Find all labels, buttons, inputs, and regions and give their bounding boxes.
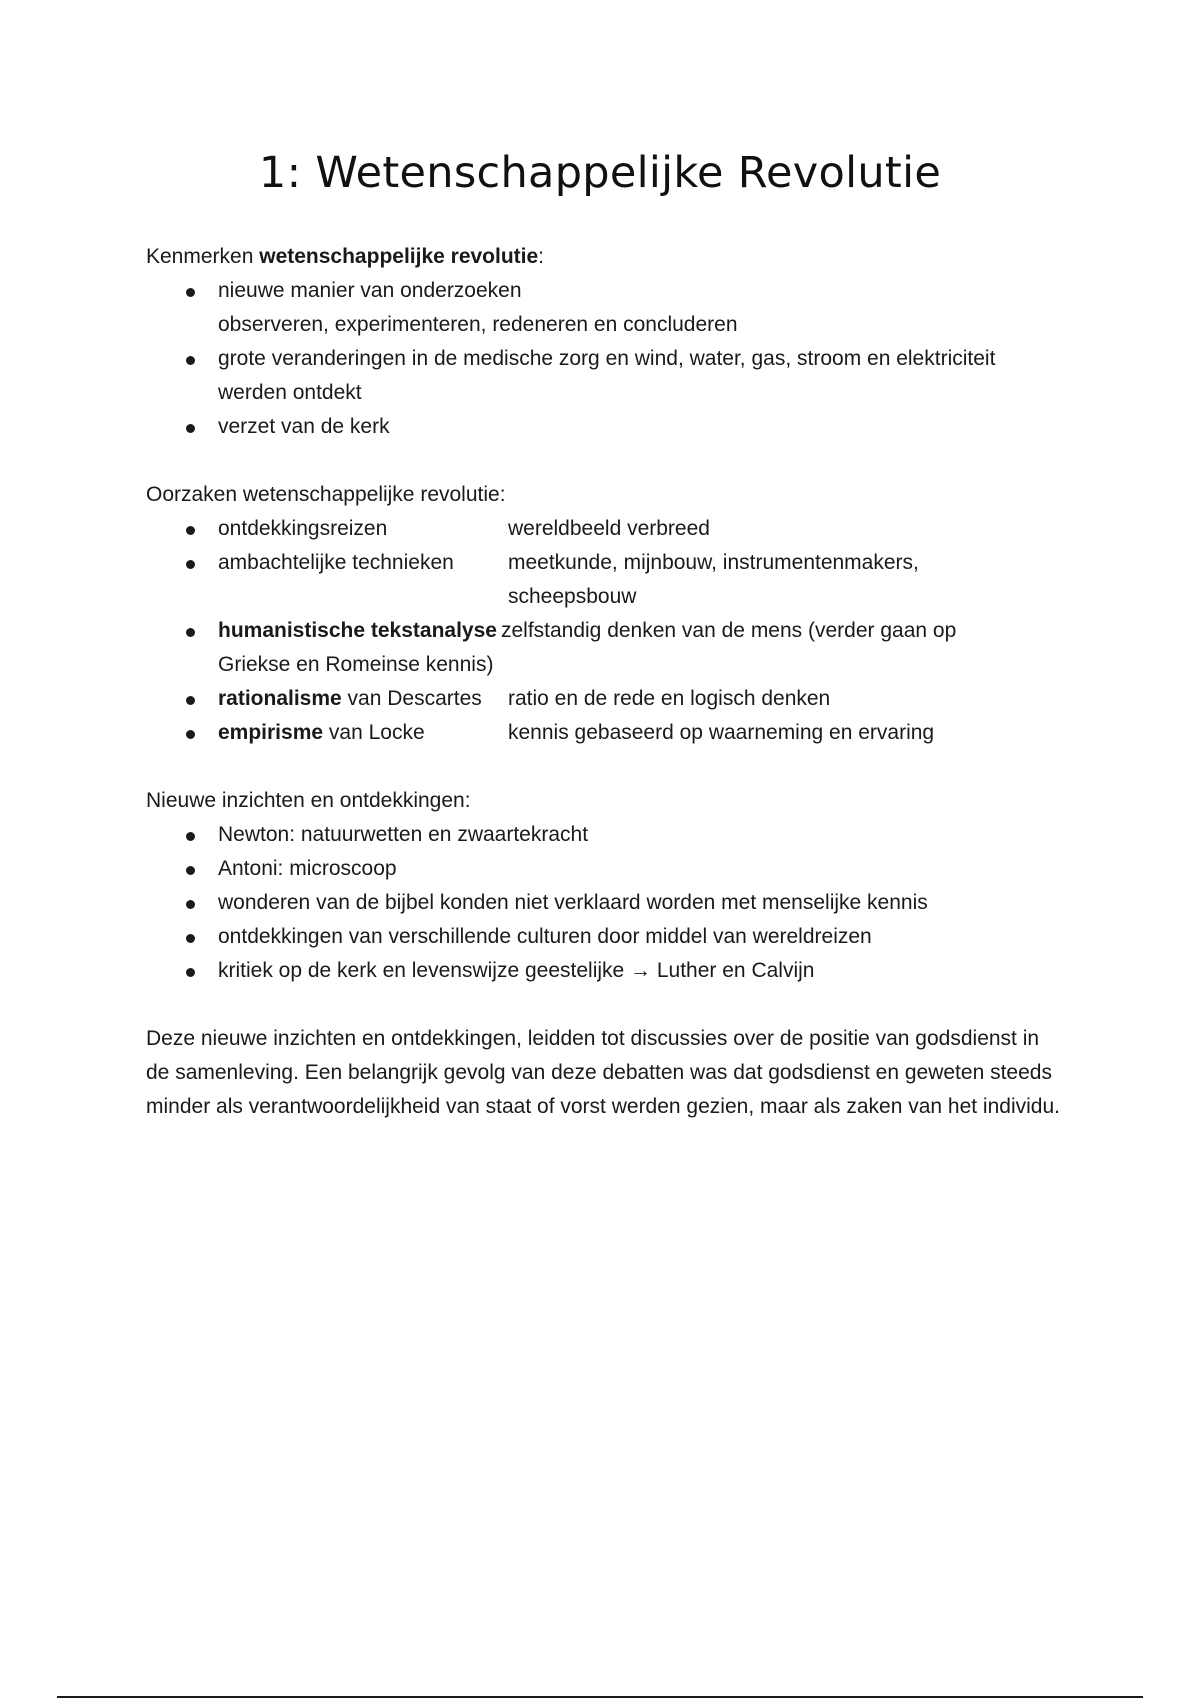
cause-term-rest: van Descartes (341, 687, 482, 710)
cause-description-line1: meetkunde, mijnbouw, instrumentenmakers, (508, 551, 919, 574)
cause-description: zelfstandig denken van de mens (verder gaan op (500, 619, 957, 642)
cause-term-rest: van Locke (323, 721, 425, 744)
list-item-text: kritiek op de kerk en levenswijze geestelijke → Luther en Calvijn (218, 959, 815, 982)
bullet-icon (186, 696, 195, 705)
bullet-icon (186, 866, 195, 875)
bullet-icon (186, 968, 195, 977)
inzichten-heading: Nieuwe inzichten en ontdekkingen: (146, 789, 471, 812)
list-item (146, 818, 1066, 852)
cause-term (218, 682, 508, 716)
cause-term: humanistische tekstanalyse (218, 619, 497, 642)
list-item (146, 954, 1066, 988)
list-item-text-continued: observeren, experimenteren, redeneren en concluderen (218, 313, 738, 336)
cause-term (218, 716, 508, 750)
cause-description (508, 546, 1066, 614)
list-item-text-continued: Griekse en Romeinse kennis) (218, 653, 494, 676)
oorzaken-list (146, 512, 1066, 750)
cause-term-bold: empirisme (218, 721, 324, 744)
list-item (146, 342, 1066, 410)
list-item (146, 682, 1066, 716)
oorzaken-heading: Oorzaken wetenschappelijke revolutie: (146, 483, 506, 506)
cause-description: kennis gebaseerd op waarneming en ervaring (508, 721, 935, 744)
list-item (146, 920, 1066, 954)
cause-description: wereldbeeld verbreed (508, 517, 710, 540)
list-item-text-continued: werden ontdekt (218, 381, 362, 404)
cause-term-bold: rationalisme (218, 687, 342, 710)
cause-term: ontdekkingsreizen (218, 517, 388, 540)
bullet-icon (186, 424, 195, 433)
kenmerken-list (146, 274, 1066, 444)
cause-term: ambachtelijke technieken (218, 551, 454, 574)
list-item-text: wonderen van de bijbel konden niet verklaard worden met menselijke kennis (218, 891, 928, 914)
list-item (146, 852, 1066, 886)
bullet-icon (186, 526, 195, 535)
cause-description-line2: scheepsbouw (508, 585, 637, 608)
cause-description: ratio en de rede en logisch denken (508, 687, 831, 710)
bullet-icon (186, 934, 195, 943)
bullet-icon (186, 730, 195, 739)
bullet-icon (186, 900, 195, 909)
kenmerken-heading-suffix: : (538, 245, 545, 268)
bullet-icon (186, 628, 195, 637)
page-title: 1: Wetenschappelijke Revolutie (258, 148, 942, 198)
list-item (146, 886, 1066, 920)
list-item-text: nieuwe manier van onderzoeken (218, 279, 522, 302)
inzichten-list (146, 818, 1066, 988)
document-body (146, 240, 1066, 1124)
list-item-text: Antoni: microscoop (218, 857, 397, 880)
kenmerken-heading-bold: wetenschappelijke revolutie (259, 245, 539, 268)
list-item (146, 410, 1066, 444)
footer-divider (57, 1696, 1143, 1698)
list-item-text: ontdekkingen van verschillende culturen door middel van wereldreizen (218, 925, 872, 948)
bullet-icon (186, 832, 195, 841)
bullet-icon (186, 356, 195, 365)
conclusion-paragraph: Deze nieuwe inzichten en ontdekkingen, leidden tot discussies over de positie van godsdienst in de samenleving. Een belangrijk gevolg van deze debatten was dat godsdienst en geweten steeds minder als verantwoordelijkheid van staat of vorst werden gezien, maar als zaken van het individu. (146, 1027, 1060, 1118)
list-item-text: verzet van de kerk (218, 415, 390, 438)
list-item (146, 614, 1066, 682)
bullet-icon (186, 288, 195, 297)
kenmerken-heading-prefix: Kenmerken (146, 245, 260, 268)
list-item (146, 546, 1066, 614)
list-item-text: Newton: natuurwetten en zwaartekracht (218, 823, 589, 846)
list-item (146, 512, 1066, 546)
list-item (146, 716, 1066, 750)
list-item-text: grote veranderingen in de medische zorg en wind, water, gas, stroom en elektriciteit (218, 347, 996, 370)
list-item (146, 274, 1066, 342)
bullet-icon (186, 560, 195, 569)
kenmerken-heading (146, 240, 1066, 274)
